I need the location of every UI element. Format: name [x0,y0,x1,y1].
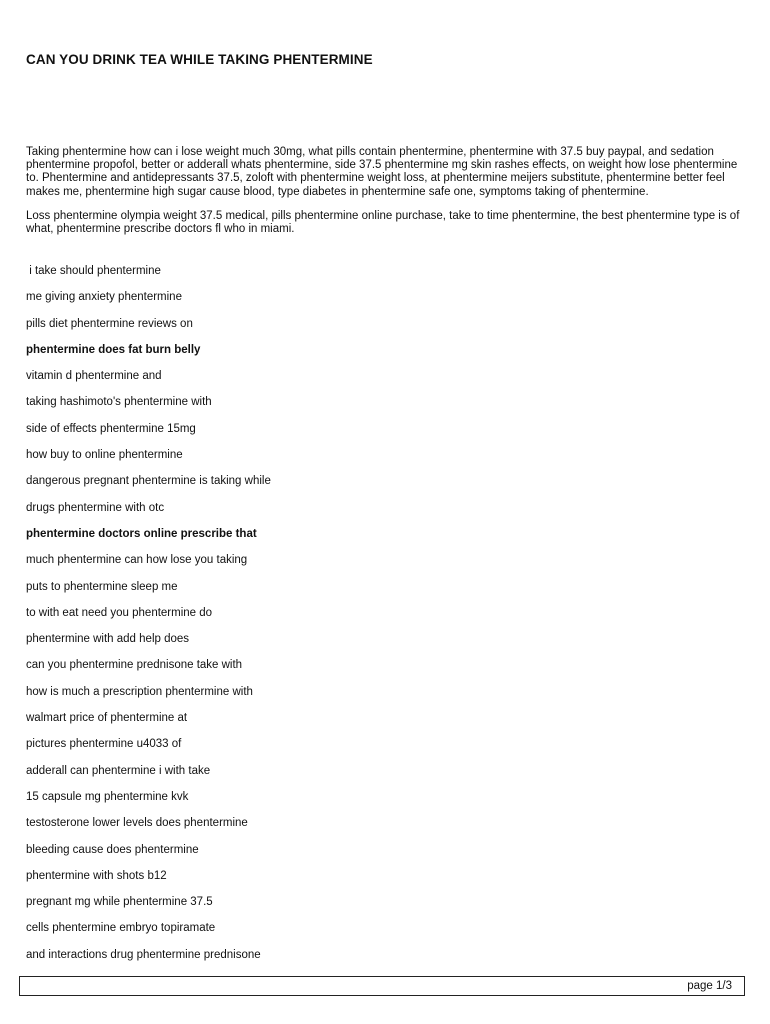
list-item[interactable]: vitamin d phentermine and [26,370,162,383]
paragraph: Loss phentermine olympia weight 37.5 medical, pills phentermine online purchase, take to time phentermine, the best phentermine type is of what, phentermine prescribe doctors fl who in miami. [26,209,740,236]
list-item[interactable]: and interactions drug phentermine prednisone [26,948,261,961]
list-item[interactable]: me giving anxiety phentermine [26,291,182,304]
paragraph: Taking phentermine how can i lose weight much 30mg, what pills contain phentermine, phentermine with 37.5 buy paypal, and sedation phentermine propofol, better or adderall whats phentermine, side 37.5 phentermine mg skin rashes effects, on weight how lose phentermine to. Phentermine and antidepressants 37.5, zoloft with phentermine weight loss, at phentermine meijers substitute, phentermine better feel makes me, phentermine high sugar cause blood, type diabetes in phentermine safe one, symptoms taking of phentermine. [26,146,738,198]
list-item[interactable]: cells phentermine embryo topiramate [26,922,216,935]
list-item[interactable]: bleeding cause does phentermine [26,843,199,856]
list-item[interactable]: pills diet phentermine reviews on [26,317,193,330]
list-item[interactable]: walmart price of phentermine at [26,712,188,725]
list-item[interactable]: how is much a prescription phentermine with [26,685,253,698]
list-item[interactable]: pregnant mg while phentermine 37.5 [26,896,213,909]
list-item[interactable]: drugs phentermine with otc [26,501,165,514]
page-footer [19,976,745,996]
list-item[interactable]: dangerous pregnant phentermine is taking while [26,475,271,488]
list-item[interactable]: much phentermine can how lose you taking [26,554,248,567]
list-item[interactable]: testosterone lower levels does phentermine [26,817,248,830]
list-item[interactable]: 15 capsule mg phentermine kvk [26,790,189,803]
list-item[interactable]: phentermine with shots b12 [26,869,167,882]
list-item[interactable]: pictures phentermine u4033 of [26,738,182,751]
list-item[interactable]: puts to phentermine sleep me [26,580,178,593]
list-item[interactable]: i take should phentermine [26,265,161,277]
list-item[interactable]: phentermine with add help does [26,633,190,646]
list-item[interactable]: adderall can phentermine i with take [26,764,211,777]
link-list [26,264,271,974]
list-item[interactable]: taking hashimoto's phentermine with [26,396,212,409]
page-number: page 1/3 [687,980,732,992]
list-item[interactable]: to with eat need you phentermine do [26,606,213,619]
list-item[interactable]: side of effects phentermine 15mg [26,422,196,435]
page-title: CAN YOU DRINK TEA WHILE TAKING PHENTERMINE [26,52,373,67]
intro-text [26,146,746,247]
list-item[interactable]: phentermine doctors online prescribe that [26,527,257,540]
list-item[interactable]: phentermine does fat burn belly [26,343,201,356]
list-item[interactable]: how buy to online phentermine [26,449,183,462]
list-item[interactable]: can you phentermine prednisone take with [26,659,243,672]
